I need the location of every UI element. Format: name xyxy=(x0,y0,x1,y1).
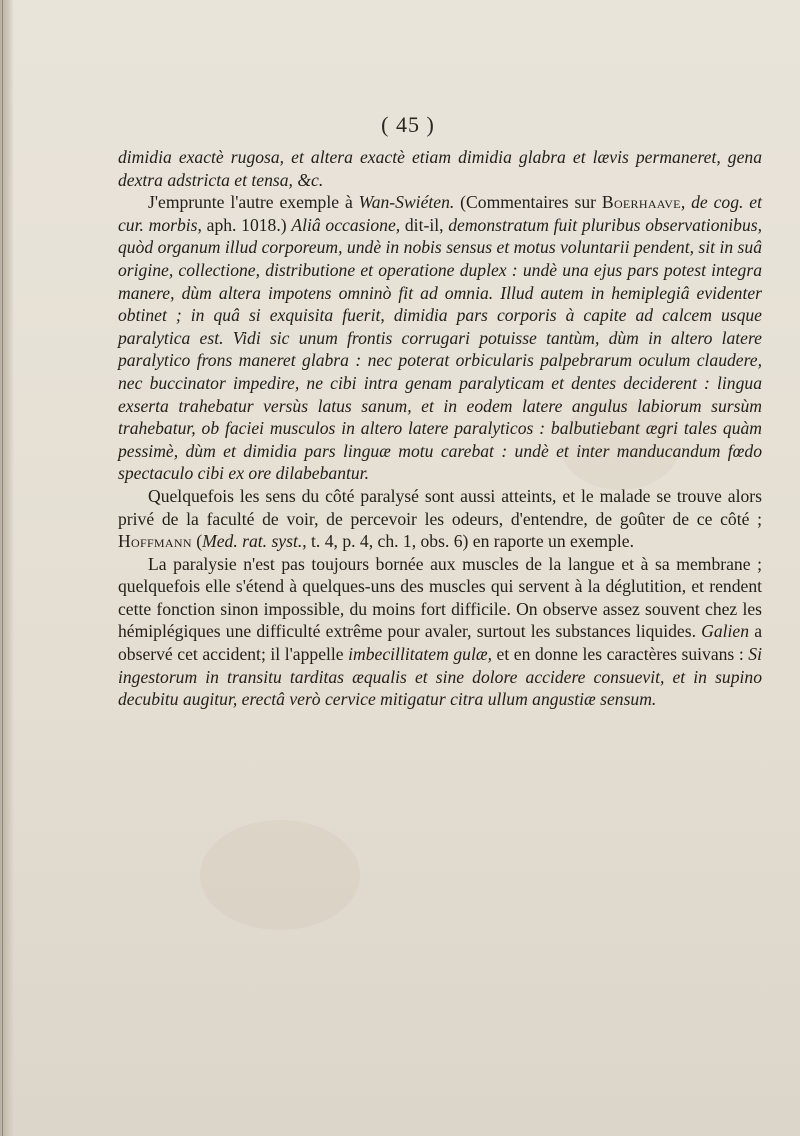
latin-quote: Aliâ occasione, xyxy=(291,214,401,235)
text-run: , xyxy=(680,192,692,213)
text-run: et en donne les caractères suivans : xyxy=(491,644,749,665)
text-run: a observé cet accident; il l'appelle xyxy=(118,621,763,665)
body-text xyxy=(118,146,762,711)
text-run: dit-il, xyxy=(400,214,449,235)
latin-term: imbecillitatem gulæ, xyxy=(348,644,492,665)
paragraph-senses xyxy=(118,485,762,553)
author-name: Wan-Swiéten. xyxy=(358,192,455,213)
author-name: Hoffmann xyxy=(118,531,192,552)
paragraph-latin-continuation xyxy=(118,146,762,191)
author-name: Boerhaave xyxy=(601,192,681,213)
paragraph-deglutition xyxy=(118,553,762,711)
text-run: ( xyxy=(191,531,203,552)
text-run: (Commentaires sur xyxy=(454,192,602,213)
latin-quote: demonstratum fuit pluribus observationibus, quòd organum illud corporeum, undè in nobis sensus et motus voluntarii pendent, sit in suâ origine, collectione, distributione et operatione duplex : undè una ejus pars potest integra manere, dùm altera impotens omninò fit ad omnia. Illud autem in hemiplegiâ evidenter obtinet ; in quâ si exquisita fuerit, dimidia pars corporis à capite ad calcem usque paralytica est. Vidi sic unum frontis corrugari potuisse tantùm, dùm in altero latere paralytico frons maneret glabra : nec poterat orbicularis palpebrarum oculum claudere, nec buccinator impedire, ne cibi intra genam paralyticam et dentes deciderent : lingua exserta trahebatur versùs latus sanum, et in eodem latere angulus labiorum sursùm trahebatur, ob faciei musculos in altero latere paralyticos : balbutiebant ægri tales quàm pessimè, dùm et dimidia pars linguæ motu carebat : undè et inter manducandum fœdo spectaculo cibi ex ore dilabebantur. xyxy=(118,214,763,484)
text-run: , t. 4, p. 4, ch. 1, obs. 6) en raporte un exemple. xyxy=(302,531,635,552)
text-run: J'emprunte l'autre exemple à xyxy=(148,192,359,213)
latin-quote: dimidia exactè rugosa, et altera exactè etiam dimidia glabra et lævis permaneret, gena dextra adstricta et tensa, &c. xyxy=(118,147,762,190)
binding-edge xyxy=(0,0,14,1136)
work-title: Med. rat. syst. xyxy=(202,531,303,552)
text-run: La paralysie n'est pas toujours bornée aux muscles de la langue et à sa membrane ; quelquefois elle s'étend à quelques-uns des muscles qui servent à la déglutition, et rendent cette fonction sinon impossible, du moins fort difficile. On observe assez souvent chez les hémiplégiques une difficulté extrême pour avaler, surtout les substances liquides. xyxy=(118,553,762,642)
paragraph-wan-swieten-example xyxy=(118,191,762,485)
work-title: de cog. et cur. morbis xyxy=(118,192,762,235)
text-run: , aph. 1018.) xyxy=(197,214,292,235)
author-name: Galien xyxy=(701,621,750,642)
paper-stain xyxy=(200,820,360,930)
page-number: ( 45 ) xyxy=(381,112,435,137)
latin-quote: Si ingestorum in transitu tarditas æqualis et sine dolore accidere consuevit, et in supino decubitu augitur, erectâ verò cervice mitigatur citra ullum angustiæ sensum. xyxy=(118,644,762,710)
text-run: Quelquefois les sens du côté paralysé sont aussi atteints, et le malade se trouve alors privé de la faculté de voir, de percevoir les odeurs, d'entendre, de goûter de ce côté ; xyxy=(118,485,762,529)
